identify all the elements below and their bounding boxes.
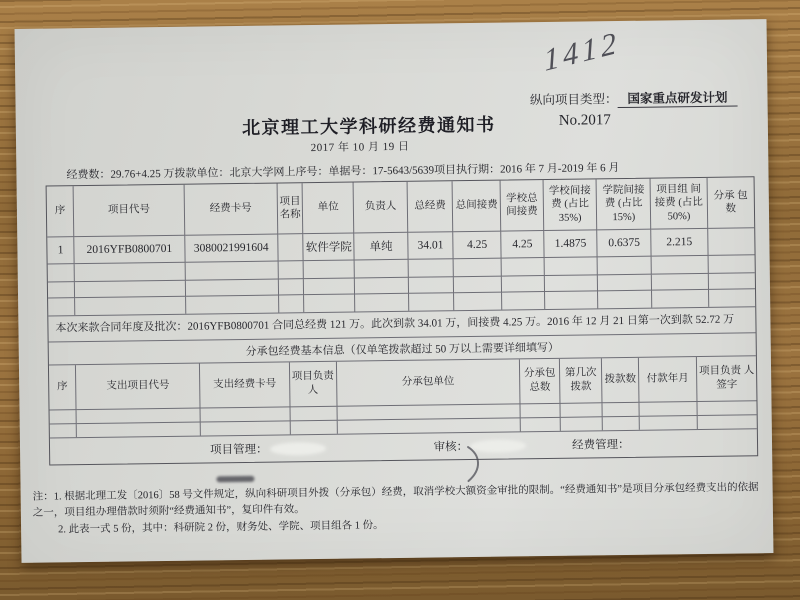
empty-cell — [75, 280, 185, 297]
empty-cell — [598, 256, 652, 275]
paper-form — [15, 19, 774, 563]
cell-seq: 1 — [47, 237, 74, 264]
project-type-value: 国家重点研发计划 — [617, 90, 737, 108]
project-type-label: 纵向项目类型： — [529, 92, 618, 108]
empty-cell — [304, 278, 355, 295]
empty-cell — [651, 255, 708, 274]
document-number: No.2017 — [558, 112, 611, 129]
funding-table — [47, 177, 756, 315]
empty-cell — [454, 276, 502, 293]
header-cell-seq: 序 — [47, 186, 75, 237]
empty-cell — [708, 255, 755, 274]
cell-total-indirect: 4.25 — [453, 231, 501, 259]
header-cell-payment-date: 付款年月 — [638, 357, 697, 402]
redacted-signature — [470, 439, 526, 453]
empty-cell — [544, 275, 598, 292]
empty-cell — [50, 424, 77, 438]
cell-unit: 软件学院 — [303, 233, 354, 261]
payer-value: 北京大学 — [229, 166, 274, 180]
header-cell-subcontract-unit: 分承包单位 — [336, 359, 520, 406]
empty-cell — [520, 403, 560, 418]
empty-cell — [560, 403, 603, 418]
empty-cell — [603, 416, 640, 430]
receipt-value: 17-5643/5639 — [372, 164, 435, 178]
empty-cell — [544, 257, 598, 276]
empty-cell — [50, 410, 77, 424]
empty-cell — [304, 294, 355, 312]
finance-management-label: 经费管理： — [571, 438, 630, 452]
empty-cell — [708, 289, 755, 307]
subcontract-table — [49, 356, 757, 437]
footnotes — [33, 480, 766, 538]
cell-fund-card: 3080021991604 — [184, 234, 278, 262]
project-type-line — [530, 87, 738, 108]
empty-cell — [185, 279, 279, 296]
empty-cell — [200, 407, 290, 422]
empty-cell — [355, 293, 409, 311]
cell-school-total-indirect: 4.25 — [501, 231, 544, 259]
receipt-label: 单据号： — [328, 165, 373, 178]
empty-cell — [354, 259, 408, 278]
empty-cell — [75, 296, 186, 315]
cell-school-indirect-35: 1.4875 — [543, 230, 597, 258]
empty-cell — [639, 416, 697, 430]
funds-value: 29.76+4.25 万 — [110, 167, 175, 181]
header-cell-subcontract-total: 分承包 总数 — [520, 359, 560, 404]
footnote-1: 注：1. 根据北理工发〔2016〕58 号文件规定，纵向科研项目外拨（分承包）经费，取消学校大额资金审批的限制。“经费通知书”是项目分承包经费支出的依据之一，项目组办理借款时须附“经费通知书”，复印件有效。 — [32, 482, 759, 520]
review-label: 审核： — [433, 441, 469, 454]
period-value: 2016 年 7 月-2019 年 6 月 — [500, 162, 620, 176]
empty-cell — [544, 291, 598, 309]
empty-cell — [74, 262, 185, 281]
empty-cell — [278, 261, 304, 279]
cell-project-name — [278, 234, 304, 261]
empty-cell — [651, 273, 708, 290]
empty-cell — [453, 258, 501, 277]
cell-subcontract-count — [707, 228, 754, 256]
funding-table-header-row — [47, 177, 755, 237]
empty-cell — [560, 417, 603, 431]
header-cell-seq2: 序 — [49, 365, 76, 410]
empty-cell — [454, 292, 502, 310]
empty-cell — [355, 277, 409, 294]
batch-note: 本次来款合同年度及批次：2016YFB0800701 合同总经费 121 万。此次到款 34.01 万，间接费 4.25 万。2016 年 12 月 21 日第一次到款 52.72 万 — [48, 306, 755, 341]
header-cell-fund-card: 经费卡号 — [184, 184, 278, 236]
serial-label: 网上序号： — [273, 165, 329, 179]
empty-cell — [304, 260, 355, 279]
empty-cell — [502, 292, 545, 310]
header-cell-school-total-indirect: 学校总 间接费 — [500, 180, 543, 231]
header-cell-college-indirect-15: 学院间接费 (占比 15%) — [597, 179, 651, 230]
footnote-2: 2. 此表一式 5 份，其中：科研院 2 份，财务处、学院、项目组各 1 份。 — [58, 519, 384, 535]
empty-cell — [48, 282, 75, 298]
payer-label: 拨款单位： — [174, 167, 230, 180]
empty-cell — [408, 259, 453, 278]
subcontract-table-wrap — [49, 355, 757, 437]
empty-cell — [697, 415, 757, 429]
empty-cell — [278, 279, 304, 295]
empty-cell — [408, 277, 453, 294]
header-cell-total-indirect: 总间接费 — [452, 181, 501, 232]
empty-cell — [639, 402, 697, 417]
period-label: 项目执行期： — [434, 163, 501, 177]
form-title: 北京理工大学科研经费通知书 — [241, 114, 496, 138]
header-cell-payment-amount: 拨款数 — [602, 358, 639, 403]
header-cell-leader: 负责人 — [353, 182, 407, 233]
header-cell-total-fund: 总经费 — [407, 181, 453, 232]
empty-cell — [185, 295, 279, 314]
header-cell-project-code: 项目代号 — [73, 185, 184, 237]
empty-cell — [708, 273, 755, 290]
header-cell-project-name: 项目 名称 — [277, 183, 303, 234]
empty-cell — [501, 258, 544, 277]
empty-cell — [697, 401, 757, 416]
header-cell-expense-fund-card: 支出经费卡号 — [200, 362, 290, 408]
redacted-signature — [269, 441, 325, 455]
form-date: 2017 年 10 月 19 日 — [310, 140, 410, 155]
empty-cell — [279, 295, 305, 313]
header-cell-subcontract-count: 分承 包数 — [707, 177, 754, 228]
empty-cell — [48, 264, 75, 282]
header-cell-project-leader: 项目负责 人 — [289, 362, 336, 407]
header-cell-payment-round: 第几次 拨款 — [559, 358, 602, 403]
empty-cell — [598, 274, 652, 291]
header-cell-unit: 单位 — [303, 183, 355, 234]
empty-cell — [409, 293, 454, 311]
cell-group-indirect-50: 2.215 — [651, 228, 708, 256]
header-cell-school-indirect-35: 学校间接费 (占比 35%) — [543, 179, 597, 230]
project-management-label: 项目管理： — [209, 443, 268, 457]
cell-project-code: 2016YFB0800701 — [74, 235, 185, 263]
empty-cell — [602, 402, 639, 416]
empty-cell — [290, 420, 337, 434]
header-cell-expense-project-code: 支出项目代号 — [76, 364, 200, 410]
empty-cell — [200, 421, 290, 436]
empty-cell — [502, 276, 545, 293]
empty-cell — [290, 406, 337, 421]
subcontract-section-title: 分承包经费基本信息（仅单笔拨款超过 50 万以上需要详细填写） — [49, 332, 756, 364]
empty-cell — [185, 261, 279, 280]
funds-label: 经费数： — [66, 168, 111, 182]
empty-cell — [521, 417, 561, 431]
form-sheet — [46, 176, 759, 465]
cell-total-fund: 34.01 — [408, 232, 454, 260]
handwritten-number: 1412 — [542, 24, 622, 78]
cell-college-indirect-15: 0.6375 — [597, 229, 651, 257]
pen-smudge — [216, 476, 254, 482]
header-cell-group-indirect-50: 项目组 间接费 (占比 50%) — [650, 178, 707, 229]
empty-cell — [48, 298, 75, 316]
empty-cell — [652, 289, 709, 307]
cell-leader: 单纯 — [354, 232, 408, 260]
header-cell-leader-signature: 项目负责 人签字 — [696, 356, 756, 401]
empty-cell — [598, 290, 652, 308]
